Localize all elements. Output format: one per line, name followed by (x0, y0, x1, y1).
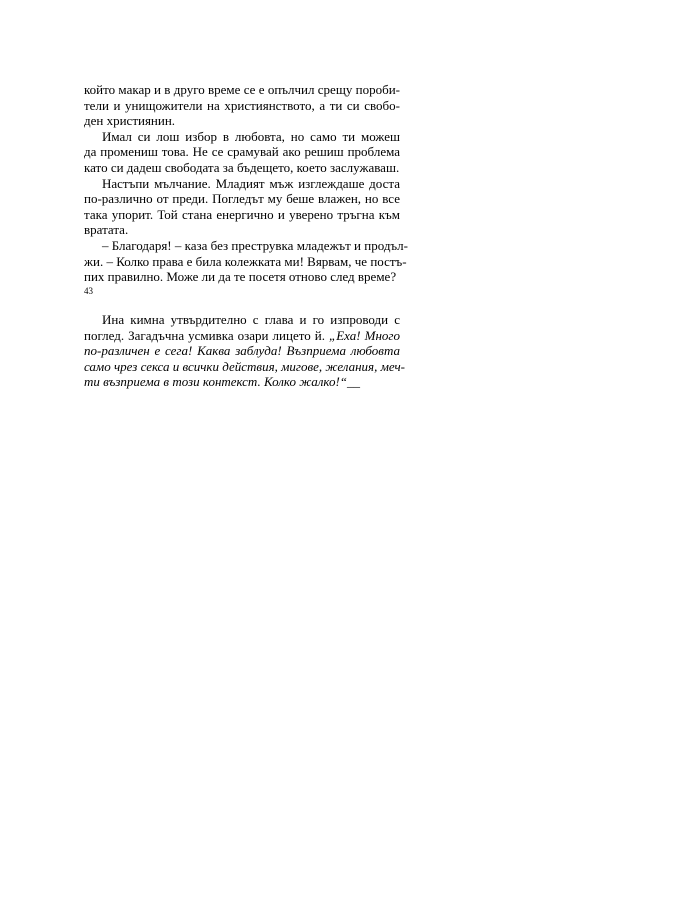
text-line-italic: само чрез секса и всички действия, мигове, желания, меч- (84, 358, 406, 374)
text-line: да промениш това. Не се срамувай ако решиш проблема (84, 144, 400, 160)
paragraph-1 (84, 82, 400, 129)
paragraph-5 (84, 312, 406, 390)
text-line: Ина кимна утвърдително с глава и го изпроводи с (102, 312, 400, 327)
page-number: 43 (84, 286, 93, 296)
text-line: така упорит. Той стана енергично и уверено тръгна към (84, 206, 400, 222)
text-line (84, 374, 400, 390)
text-block-bottom (84, 312, 406, 390)
text-line: – Благодаря! – каза без преструвка младежът и продъл- (102, 237, 408, 253)
italic-text-run: „Еха! Много (329, 327, 401, 343)
text-line: Настъпи мълчание. Младият мъж изглеждаше доста (102, 175, 400, 191)
paragraph-4 (84, 237, 408, 285)
text-line: като си дадеш свободата за бъдещето, което заслужаваш. (84, 159, 400, 175)
paragraph-3 (84, 176, 400, 238)
text-line: ден християнин. (84, 113, 176, 129)
text-line: вратата. (84, 222, 129, 238)
text-line-italic: по-различен е сега! Каква заблуда! Възприема любовта (84, 343, 400, 359)
paragraph-2 (84, 129, 400, 176)
text-run: поглед. Загадъчна усмивка озари лицето й. (84, 327, 330, 343)
text-line: жи. – Колко права е била колежката ми! Вярвам, че постъ- (84, 253, 407, 269)
text-line: пих правилно. Може ли да те посетя отново след време? (84, 269, 397, 285)
text-line: който макар и в друго време се е опълчил срещу пороби- (84, 82, 400, 97)
text-line: по-различно от преди. Погледът му беше влажен, но все (84, 191, 400, 207)
italic-text-run: ти възприема в този контекст. Колко жалко!“ (84, 374, 348, 390)
text-line: Имал си лош избор в любовта, но само ти можеш (102, 128, 400, 144)
text-line (84, 328, 400, 344)
text-run: __ (347, 374, 361, 390)
text-line: тели и унищожители на християнството, а ти си свобо- (84, 97, 400, 113)
text-block-top (84, 82, 408, 285)
